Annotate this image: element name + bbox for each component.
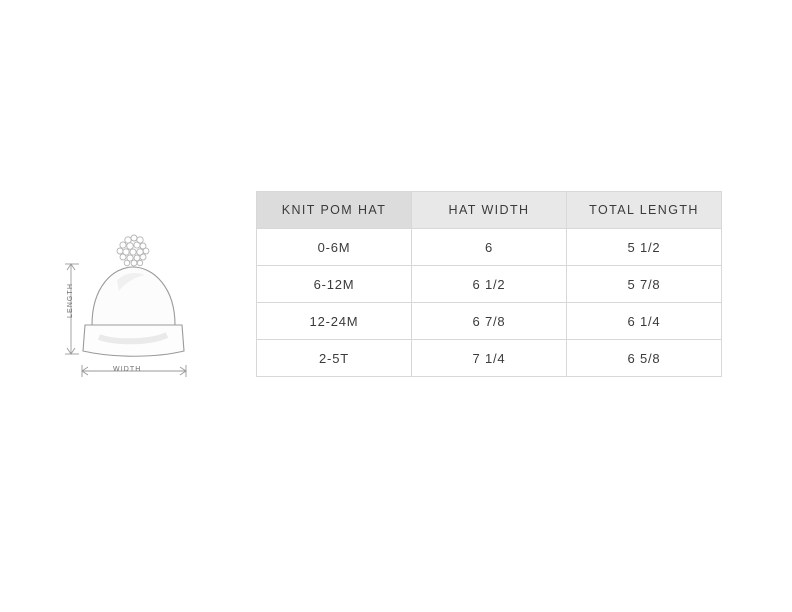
table-cell-hat-width: 6 1/2 bbox=[412, 266, 567, 303]
table-header-cell-total-length: TOTAL LENGTH bbox=[567, 192, 722, 229]
table-cell-size: 0-6M bbox=[257, 229, 412, 266]
table-cell-total-length: 5 1/2 bbox=[567, 229, 722, 266]
table-header-cell-product: KNIT POM HAT bbox=[257, 192, 412, 229]
table-cell-size: 6-12M bbox=[257, 266, 412, 303]
width-axis-label: WIDTH bbox=[113, 366, 142, 373]
table-header-cell-hat-width: HAT WIDTH bbox=[412, 192, 567, 229]
table-row bbox=[257, 266, 722, 303]
table-cell-total-length: 5 7/8 bbox=[567, 266, 722, 303]
table-row bbox=[257, 340, 722, 377]
size-chart-table bbox=[256, 191, 722, 377]
table-cell-size: 2-5T bbox=[257, 340, 412, 377]
table-cell-hat-width: 6 bbox=[412, 229, 567, 266]
pom-pom bbox=[117, 235, 149, 266]
table-header-row bbox=[257, 192, 722, 229]
table-row bbox=[257, 229, 722, 266]
table-row bbox=[257, 303, 722, 340]
table-cell-hat-width: 6 7/8 bbox=[412, 303, 567, 340]
table-cell-hat-width: 7 1/4 bbox=[412, 340, 567, 377]
hat-illustration-svg bbox=[55, 225, 225, 385]
table-cell-total-length: 6 1/4 bbox=[567, 303, 722, 340]
table-cell-size: 12-24M bbox=[257, 303, 412, 340]
table-cell-total-length: 6 5/8 bbox=[567, 340, 722, 377]
hat-diagram bbox=[55, 225, 225, 385]
length-axis-label: LENGTH bbox=[67, 283, 74, 318]
